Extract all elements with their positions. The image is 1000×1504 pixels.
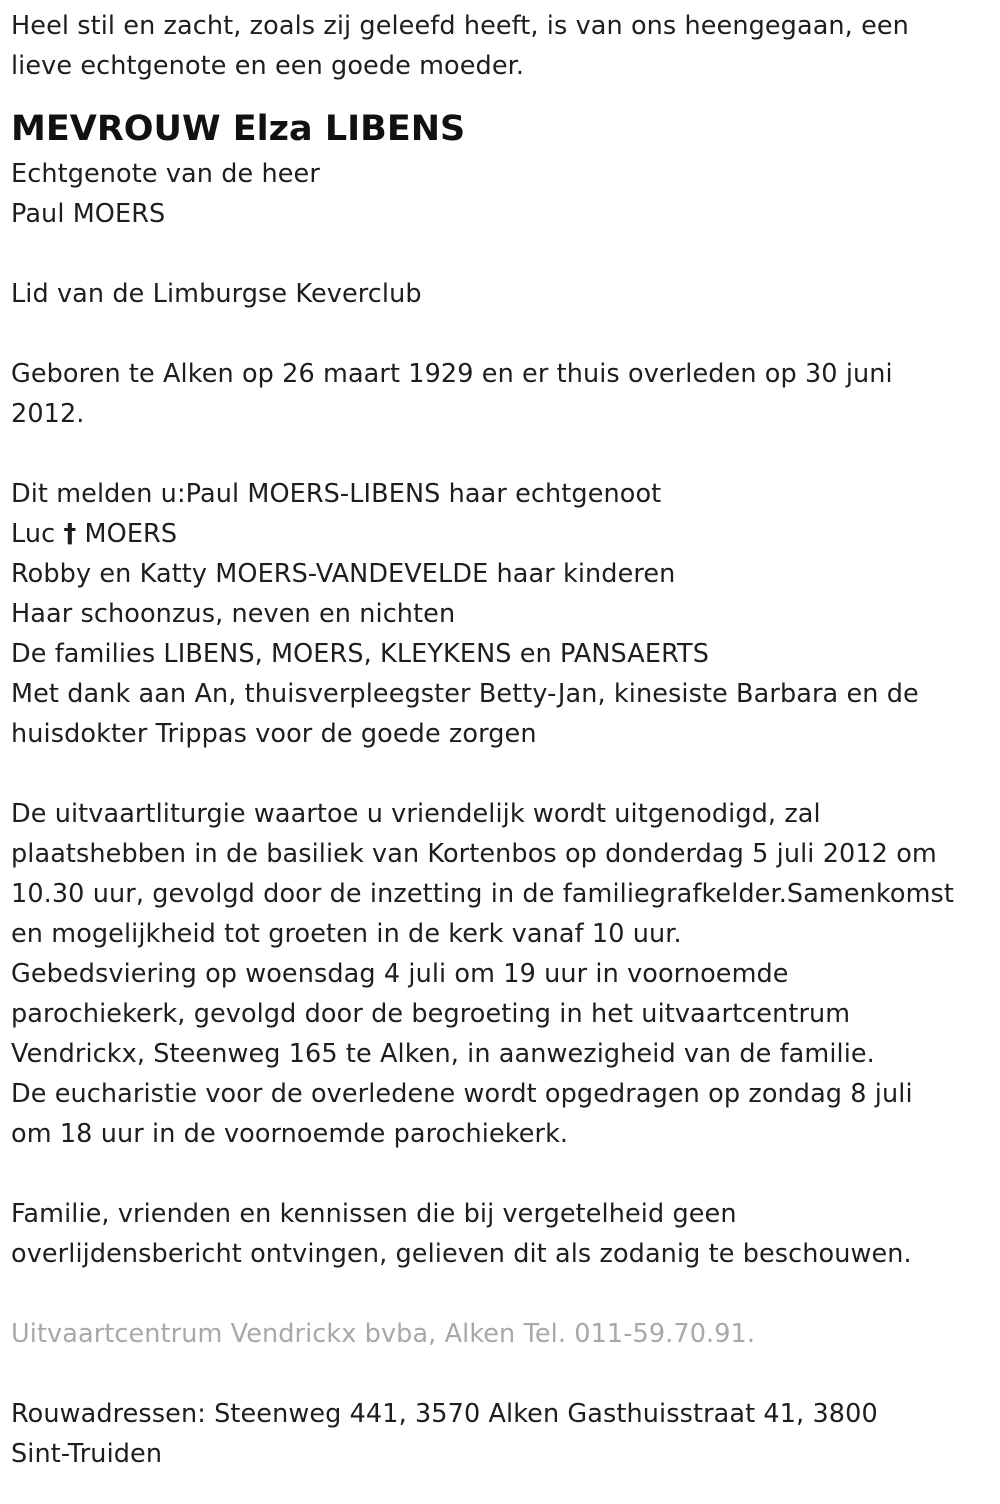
ceremony-line-4: en mogelijkheid tot groeten in de kerk vanaf 10 uur. — [11, 919, 682, 949]
ceremony-line-2: plaatshebben in de basiliek van Kortenbos op donderdag 5 juli 2012 om — [11, 839, 937, 869]
luc-first-name: Luc — [11, 519, 56, 549]
intro-line-1: Heel stil en zacht, zoals zij geleefd heeft, is van ons heengegaan, een — [11, 11, 909, 41]
deceased-name: MEVROUW Elza LIBENS — [11, 109, 466, 149]
spacer — [11, 1354, 991, 1394]
announcer-line-2 — [11, 514, 991, 554]
announcer-line-4: Haar schoonzus, neven en nichten — [11, 599, 456, 629]
intro-line-2: lieve echtgenote en een goede moeder. — [11, 51, 525, 81]
announcer-line-5: De families LIBENS, MOERS, KLEYKENS en PANSAERTS — [11, 639, 709, 669]
cross-icon: † — [63, 519, 77, 549]
ceremony-line-7: Vendrickx, Steenweg 165 te Alken, in aanwezigheid van de familie. — [11, 1039, 875, 1069]
spouse-line-1: Echtgenote van de heer — [11, 159, 320, 189]
announcer-line-3: Robby en Katty MOERS-VANDEVELDE haar kinderen — [11, 559, 676, 589]
addresses-line-2: Sint-Truiden — [11, 1439, 163, 1469]
ceremony-line-6: parochiekerk, gevolgd door de begroeting in het uitvaartcentrum — [11, 999, 851, 1029]
spacer — [11, 314, 991, 354]
addresses-line-1: Rouwadressen: Steenweg 441, 3570 Alken Gasthuisstraat 41, 3800 — [11, 1399, 878, 1429]
notice-line-2: overlijdensbericht ontvingen, gelieven dit als zodanig te beschouwen. — [11, 1239, 912, 1269]
notice-line-1: Familie, vrienden en kennissen die bij vergetelheid geen — [11, 1199, 737, 1229]
spacer — [11, 754, 991, 794]
spouse-line-2: Paul MOERS — [11, 199, 166, 229]
spacer — [11, 434, 991, 474]
birth-death-line-2: 2012. — [11, 399, 85, 429]
ceremony-line-5: Gebedsviering op woensdag 4 juli om 19 uur in voornoemde — [11, 959, 789, 989]
announcer-line-6: Met dank aan An, thuisverpleegster Betty-Jan, kinesiste Barbara en de — [11, 679, 919, 709]
announcer-line-1: Dit melden u:Paul MOERS-LIBENS haar echtgenoot — [11, 479, 662, 509]
membership-line: Lid van de Limburgse Keverclub — [11, 279, 422, 309]
spacer — [11, 1274, 991, 1314]
ceremony-line-9: om 18 uur in de voornoemde parochiekerk. — [11, 1119, 569, 1149]
spacer — [11, 234, 991, 274]
birth-death-line-1: Geboren te Alken op 26 maart 1929 en er thuis overleden op 30 juni — [11, 359, 893, 389]
announcer-line-7: huisdokter Trippas voor de goede zorgen — [11, 719, 537, 749]
funeral-home-info: Uitvaartcentrum Vendrickx bvba, Alken Tel. 011-59.70.91. — [11, 1319, 756, 1349]
ceremony-line-8: De eucharistie voor de overledene wordt opgedragen op zondag 8 juli — [11, 1079, 913, 1109]
ceremony-line-1: De uitvaartliturgie waartoe u vriendelijk wordt uitgenodigd, zal — [11, 799, 821, 829]
obituary-document — [11, 6, 991, 1474]
ceremony-line-3: 10.30 uur, gevolgd door de inzetting in de familiegrafkelder.Samenkomst — [11, 879, 955, 909]
spacer — [11, 1154, 991, 1194]
luc-last-name: MOERS — [84, 519, 178, 549]
